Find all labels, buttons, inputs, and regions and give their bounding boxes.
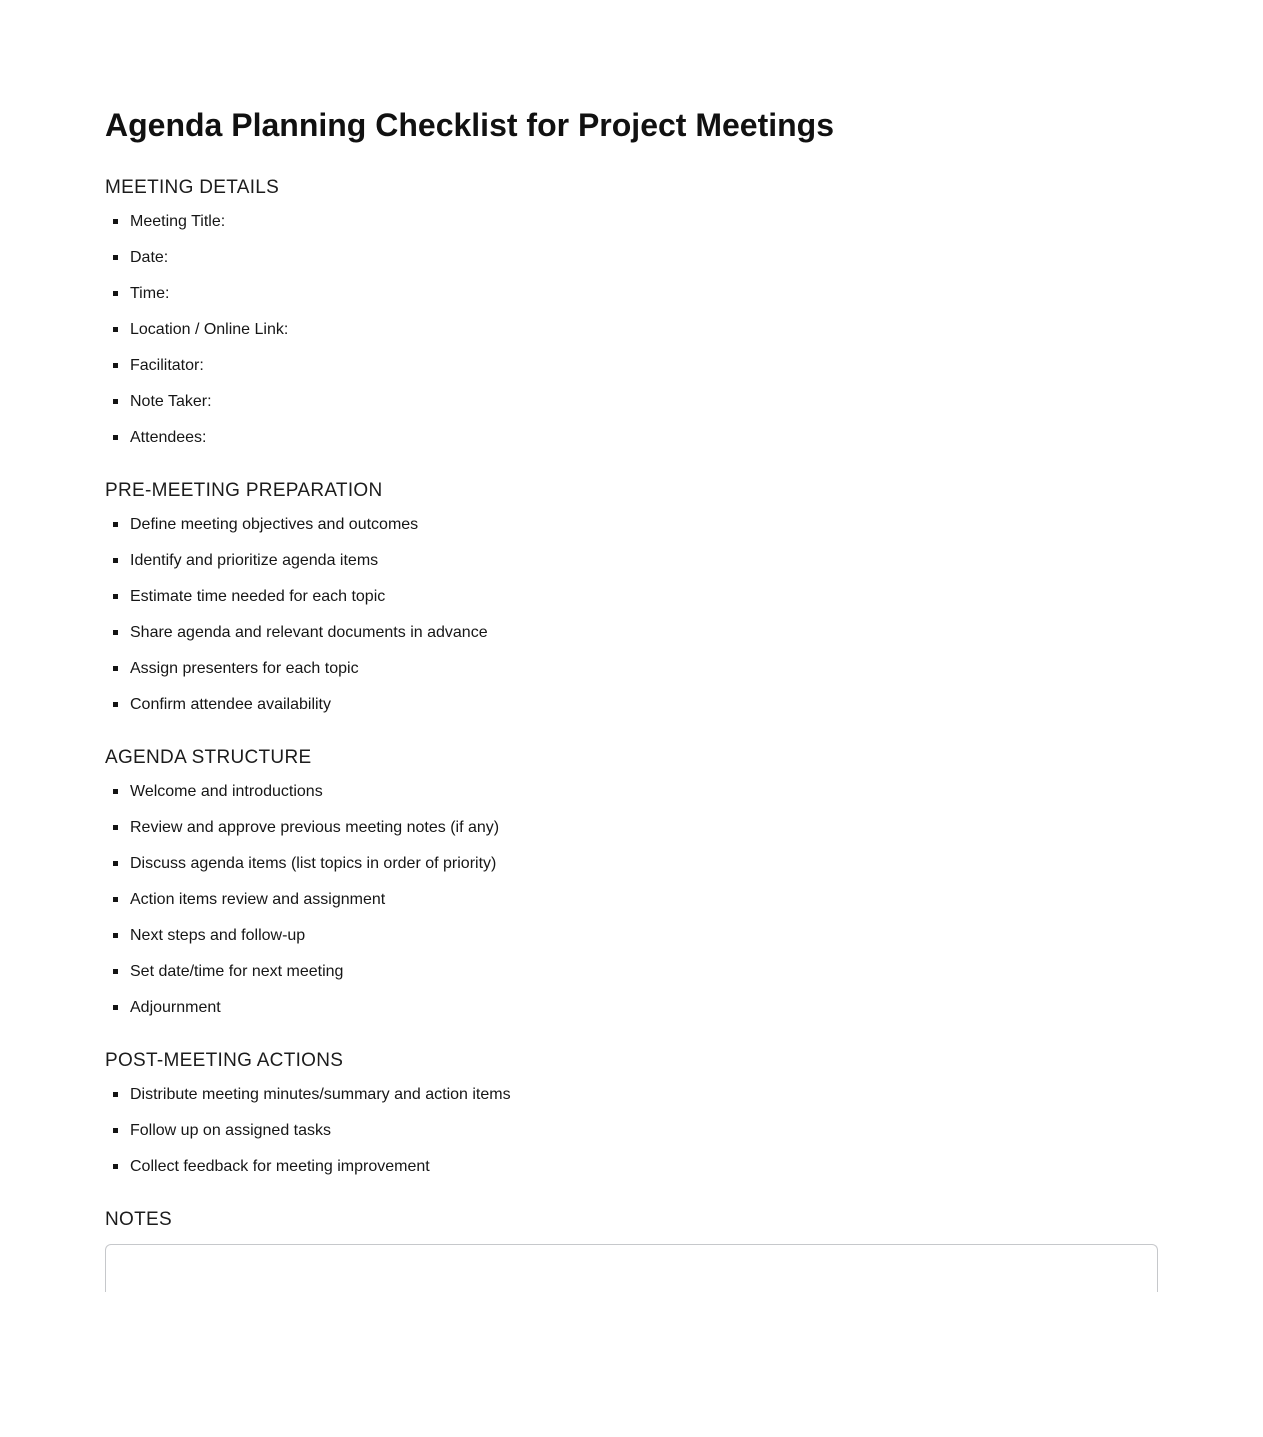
list-item bbox=[130, 782, 1158, 801]
list-item-label: Action items review and assignment bbox=[130, 891, 386, 908]
square-bullet-icon bbox=[113, 969, 118, 974]
list-item-label: Attendees: bbox=[130, 429, 207, 446]
square-bullet-icon bbox=[113, 363, 118, 368]
list-item-label: Discuss agenda items (list topics in order of priority) bbox=[130, 855, 497, 872]
list-item bbox=[130, 212, 1158, 231]
square-bullet-icon bbox=[113, 630, 118, 635]
list-item bbox=[130, 1085, 1158, 1104]
list-item-label: Set date/time for next meeting bbox=[130, 963, 344, 980]
list-item-label: Estimate time needed for each topic bbox=[130, 588, 386, 605]
list-item-label: Collect feedback for meeting improvement bbox=[130, 1158, 430, 1175]
list-item-label: Confirm attendee availability bbox=[130, 696, 331, 713]
list-item-label: Define meeting objectives and outcomes bbox=[130, 516, 419, 533]
list-item bbox=[130, 284, 1158, 303]
section-agenda-structure bbox=[105, 747, 1158, 1017]
list-item bbox=[130, 818, 1158, 837]
square-bullet-icon bbox=[113, 1164, 118, 1169]
square-bullet-icon bbox=[113, 666, 118, 671]
section-heading-notes: NOTES bbox=[105, 1209, 172, 1230]
square-bullet-icon bbox=[113, 594, 118, 599]
list-item-label: Follow up on assigned tasks bbox=[130, 1122, 331, 1139]
notes-textarea[interactable] bbox=[105, 1244, 1158, 1292]
square-bullet-icon bbox=[113, 327, 118, 332]
list-item bbox=[130, 890, 1158, 909]
list-item bbox=[130, 623, 1158, 642]
list-item bbox=[130, 1121, 1158, 1140]
checklist-agenda-structure bbox=[105, 782, 1158, 1017]
list-item-label: Date: bbox=[130, 249, 169, 266]
list-item bbox=[130, 248, 1158, 267]
list-item bbox=[130, 587, 1158, 606]
checklist-meeting-details bbox=[105, 212, 1158, 447]
section-heading-agenda-structure: AGENDA STRUCTURE bbox=[105, 747, 312, 768]
list-item-label: Welcome and introductions bbox=[130, 783, 323, 800]
list-item bbox=[130, 695, 1158, 714]
section-pre-meeting-preparation bbox=[105, 480, 1158, 714]
list-item bbox=[130, 926, 1158, 945]
list-item bbox=[130, 998, 1158, 1017]
section-heading-meeting-details: MEETING DETAILS bbox=[105, 177, 280, 198]
checklist-post-meeting-actions bbox=[105, 1085, 1158, 1176]
list-item bbox=[130, 356, 1158, 375]
list-item-label: Next steps and follow-up bbox=[130, 927, 306, 944]
square-bullet-icon bbox=[113, 435, 118, 440]
list-item-label: Adjournment bbox=[130, 999, 221, 1016]
square-bullet-icon bbox=[113, 1092, 118, 1097]
section-heading-post-meeting-actions: POST-MEETING ACTIONS bbox=[105, 1050, 344, 1071]
list-item-label: Assign presenters for each topic bbox=[130, 660, 359, 677]
square-bullet-icon bbox=[113, 825, 118, 830]
square-bullet-icon bbox=[113, 1005, 118, 1010]
list-item-label: Identify and prioritize agenda items bbox=[130, 552, 379, 569]
list-item bbox=[130, 854, 1158, 873]
list-item bbox=[130, 962, 1158, 981]
section-meeting-details bbox=[105, 177, 1158, 447]
list-item bbox=[130, 515, 1158, 534]
list-item bbox=[130, 659, 1158, 678]
list-item bbox=[130, 320, 1158, 339]
list-item bbox=[130, 1157, 1158, 1176]
square-bullet-icon bbox=[113, 933, 118, 938]
square-bullet-icon bbox=[113, 219, 118, 224]
square-bullet-icon bbox=[113, 558, 118, 563]
list-item-label: Meeting Title: bbox=[130, 213, 226, 230]
list-item-label: Review and approve previous meeting notes (if any) bbox=[130, 819, 500, 836]
list-item-label: Distribute meeting minutes/summary and action items bbox=[130, 1086, 511, 1103]
page-title: Agenda Planning Checklist for Project Meetings bbox=[105, 107, 835, 143]
list-item-label: Location / Online Link: bbox=[130, 321, 289, 338]
square-bullet-icon bbox=[113, 255, 118, 260]
square-bullet-icon bbox=[113, 897, 118, 902]
list-item bbox=[130, 428, 1158, 447]
square-bullet-icon bbox=[113, 702, 118, 707]
list-item-label: Note Taker: bbox=[130, 393, 212, 410]
section-post-meeting-actions bbox=[105, 1050, 1158, 1176]
square-bullet-icon bbox=[113, 291, 118, 296]
square-bullet-icon bbox=[113, 399, 118, 404]
square-bullet-icon bbox=[113, 789, 118, 794]
square-bullet-icon bbox=[113, 1128, 118, 1133]
list-item bbox=[130, 551, 1158, 570]
checklist-pre-meeting-preparation bbox=[105, 515, 1158, 714]
square-bullet-icon bbox=[113, 861, 118, 866]
list-item-label: Facilitator: bbox=[130, 357, 204, 374]
list-item-label: Share agenda and relevant documents in advance bbox=[130, 624, 488, 641]
list-item bbox=[130, 392, 1158, 411]
section-heading-pre-meeting-preparation: PRE-MEETING PREPARATION bbox=[105, 480, 383, 501]
square-bullet-icon bbox=[113, 522, 118, 527]
section-notes bbox=[105, 1209, 1158, 1292]
list-item-label: Time: bbox=[130, 285, 170, 302]
